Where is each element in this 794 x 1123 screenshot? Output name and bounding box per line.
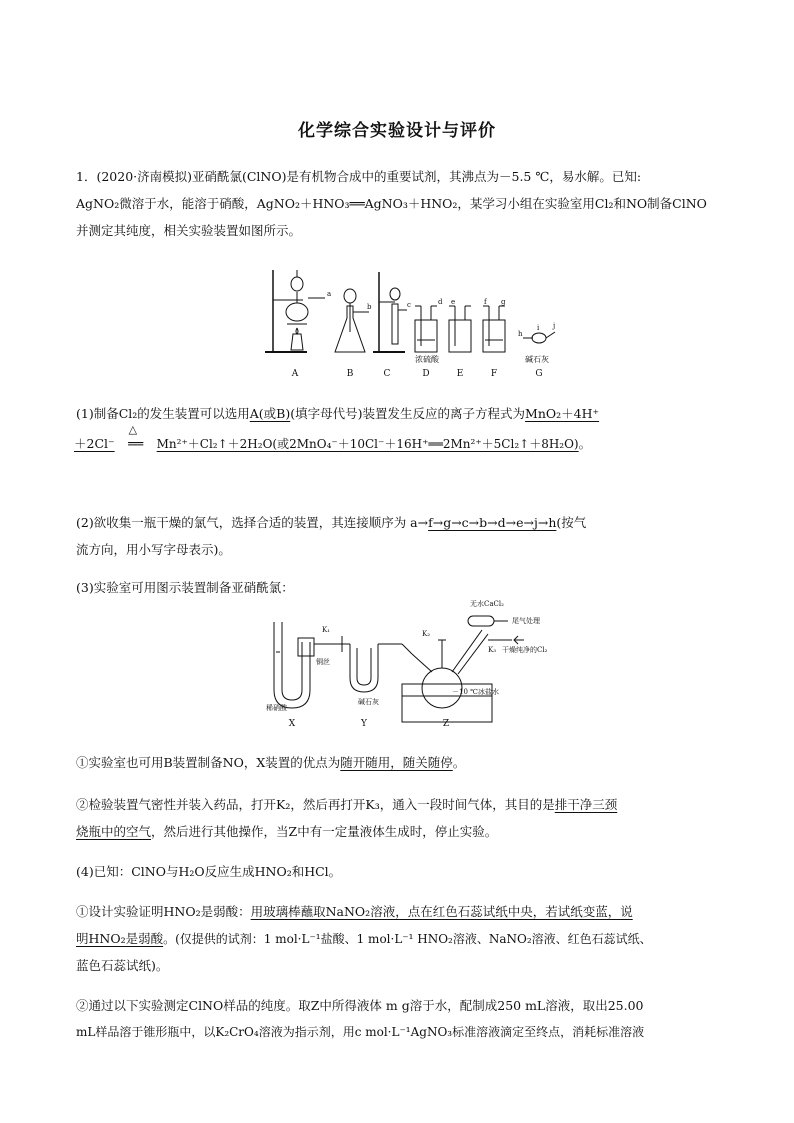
label-f: F [490,369,498,379]
q1-part4: (4)已知：ClNO与H₂O反应生成HNO₂和HCl。 [76,864,342,879]
answer-1b: MnO₂＋4H⁺ [525,406,600,421]
label-cu: 铜丝 [316,658,330,666]
q1-part3b-line1: ②检验装置气密性并装入药品，打开K₂，然后再打开K₃，通入一段时间气体，其目的是排干净三颈 [76,797,618,812]
q1-part4a-line3: 蓝色石蕊试纸)。 [76,958,169,973]
reagent-d: 浓硫酸 [415,355,439,364]
label-cacl2: 无水CaCl₂ [470,600,504,608]
label-z: Z [442,719,450,728]
label-y: Y [361,719,367,728]
q1-part1-line2: ＋2Cl⁻ △ ══ Mn²⁺＋Cl₂↑＋2H₂O(或2MnO₄⁻＋10Cl⁻＋16H⁺══2Mn²⁺＋5Cl₂↑＋8H₂O)。 [74,430,716,458]
label-x: X [288,719,296,728]
port-b: b [367,303,372,311]
q1-part3b-line2: 烧瓶中的空气，然后进行其他操作，当Z中有一定量液体生成时，停止实验。 [76,824,498,839]
answer-1a: A(或B) [249,406,291,421]
port-d: d [438,298,443,306]
q1-part2-line1: (2)欲收集一瓶干燥的氯气，选择合适的装置，其连接顺序为 a→f→g→c→b→d→e→j→h(按气 [76,515,587,530]
q1-intro-line1: 1．(2020·济南模拟)亚硝酰氯(ClNO)是有机物合成中的重要试剂，其沸点为－5.5 ℃，易水解。已知: [76,169,642,184]
label-lime: 碱石灰 [358,698,379,706]
label-acid: 稀硝酸 [266,704,287,712]
label-bath: －10 ℃冰盐水 [452,688,499,696]
label-k1: K₁ [322,626,331,634]
answer-2: f→g→c→b→d→e→j→h [428,515,557,530]
q1-part3: (3)实验室可用图示装置制备亚硝酰氯： [76,580,294,595]
q1-part2-line2: 流方向，用小写字母表示)。 [76,542,231,557]
q1-intro-line3: 并测定其纯度，相关实验装置如图所示。 [76,223,302,238]
answer-1c: Mn²⁺＋Cl₂↑＋2H₂O(或2MnO₄⁻＋10Cl⁻＋16H⁺══2Mn²⁺＋5Cl₂↑＋8H₂O) [156,437,579,451]
port-j: j [553,322,556,330]
label-cl2: 干燥纯净的Cl₂ [502,646,548,654]
answer-4a-part2: 明HNO₂是弱酸 [76,931,164,946]
label-c: C [383,369,391,379]
port-h: h [518,330,523,338]
port-g: g [501,298,506,306]
label-b: B [346,369,354,379]
answer-3b-part1: 排干净三颈 [554,797,618,812]
label-d: D [422,369,430,379]
apparatus-figure-2 [262,592,562,728]
label-k2: K₂ [422,630,431,638]
delta-sign: △ [128,423,138,436]
label-g: G [535,369,543,379]
port-e: e [451,298,456,306]
q1-part4a-line1: ①设计实验证明HNO₂是弱酸：用玻璃棒蘸取NaNO₂溶液，点在红色石蕊试纸中央，若试纸变蓝，说 [76,904,633,919]
page-title: 化学综合实验设计与评价 [298,121,496,141]
answer-4a-part1: 用玻璃棒蘸取NaNO₂溶液，点在红色石蕊试纸中央，若试纸变蓝，说 [250,904,633,919]
apparatus-figure-1 [255,262,560,380]
q1-intro-line2: AgNO₂微溶于水，能溶于硝酸，AgNO₂＋HNO₃══AgNO₃＋HNO₂，某学习小组在实验室用Cl₂和NO制备ClNO [76,196,707,211]
port-f: f [484,298,487,306]
label-e: E [456,369,464,379]
q1-part4a-line2: 明HNO₂是弱酸。(仅提供的试剂：1 mol·L⁻¹盐酸、1 mol·L⁻¹ HNO₂溶液、NaNO₂溶液、红色石蕊试纸、 [76,931,652,946]
label-k3: K₃ [488,646,497,654]
q1-part1-line1: (1)制备Cl₂的发生装置可以选用A(或B)(填字母代号)装置发生反应的离子方程式为MnO₂＋4H⁺ [76,406,600,421]
q1-part3a: ①实验室也可用B装置制备NO，X装置的优点为随开随用，随关随停。 [76,755,466,770]
q1-part4b-line1: ②通过以下实验测定ClNO样品的纯度。取Z中所得液体 m g溶于水，配制成250 mL溶液，取出25.00 [76,998,644,1013]
port-i: i [537,324,540,332]
reagent-g: 碱石灰 [525,355,549,364]
port-c: c [407,301,411,309]
answer-3a: 随开随用，随关随停 [340,755,453,770]
label-tail: 尾气处理 [512,617,540,625]
label-a: A [291,369,299,379]
port-a: a [327,290,332,298]
q1-part4b-line2: mL样品溶于锥形瓶中，以K₂CrO₄溶液为指示剂，用c mol·L⁻¹AgNO₃标准溶液滴定至终点，消耗标准溶液 [76,1025,645,1039]
answer-3b-part2: 烧瓶中的空气 [76,824,152,839]
